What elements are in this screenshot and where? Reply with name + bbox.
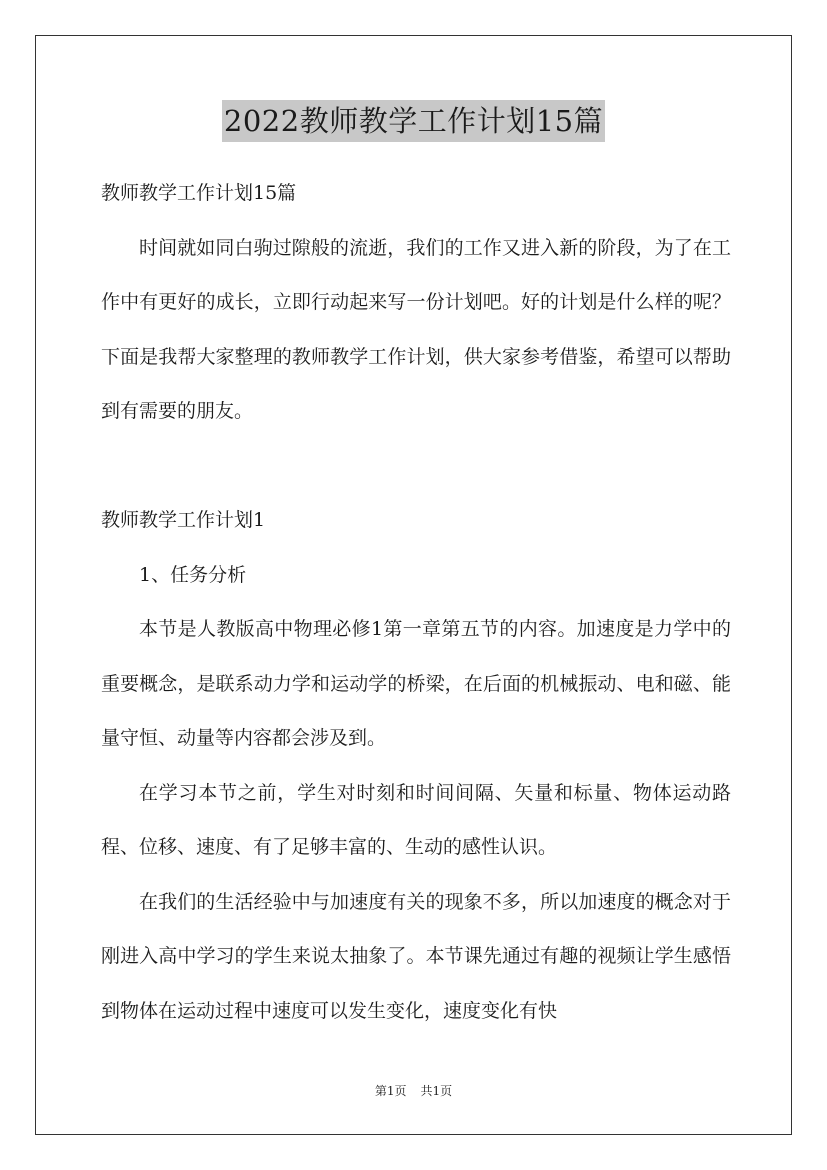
plan-heading: 教师教学工作计划1 xyxy=(101,509,266,531)
intro-paragraph: 时间就如同白驹过隙般的流逝，我们的工作又进入新的阶段，为了在工作中有更好的成长，立即行动起来写一份计划吧。好的计划是什么样的呢？下面是我帮大家整理的教师教学工作计划，供大家参考借鉴，希望可以帮助到有需要的朋友。 xyxy=(101,236,731,422)
section-heading: 教师教学工作计划15篇 xyxy=(101,182,297,204)
document-title-text: 2022教师教学工作计划15篇 xyxy=(222,100,605,142)
body-paragraph: 在学习本节之前，学生对时刻和时间间隔、矢量和标量、物体运动路程、位移、速度、有了足够丰富的、生动的感性认识。 xyxy=(101,781,731,858)
page-footer xyxy=(0,1083,827,1099)
body-paragraph: 在我们的生活经验中与加速度有关的现象不多，所以加速度的概念对于刚进入高中学习的学生来说太抽象了。本节课先通过有趣的视频让学生感悟到物体在运动过程中速度可以发生变化，速度变化有快 xyxy=(101,890,731,1022)
subsection-heading: 1、任务分析 xyxy=(139,563,247,586)
document-body xyxy=(101,166,731,1038)
paragraph-spacer xyxy=(101,439,731,494)
body-paragraph: 本节是人教版高中物理必修1第一章第五节的内容。加速度是力学中的重要概念，是联系动力学和运动学的桥梁，在后面的机械振动、电和磁、能量守恒、动量等内容都会涉及到。 xyxy=(101,618,731,749)
page-number: 第1页 xyxy=(374,1084,407,1098)
page-total: 共1页 xyxy=(420,1084,453,1098)
document-title xyxy=(0,100,827,142)
